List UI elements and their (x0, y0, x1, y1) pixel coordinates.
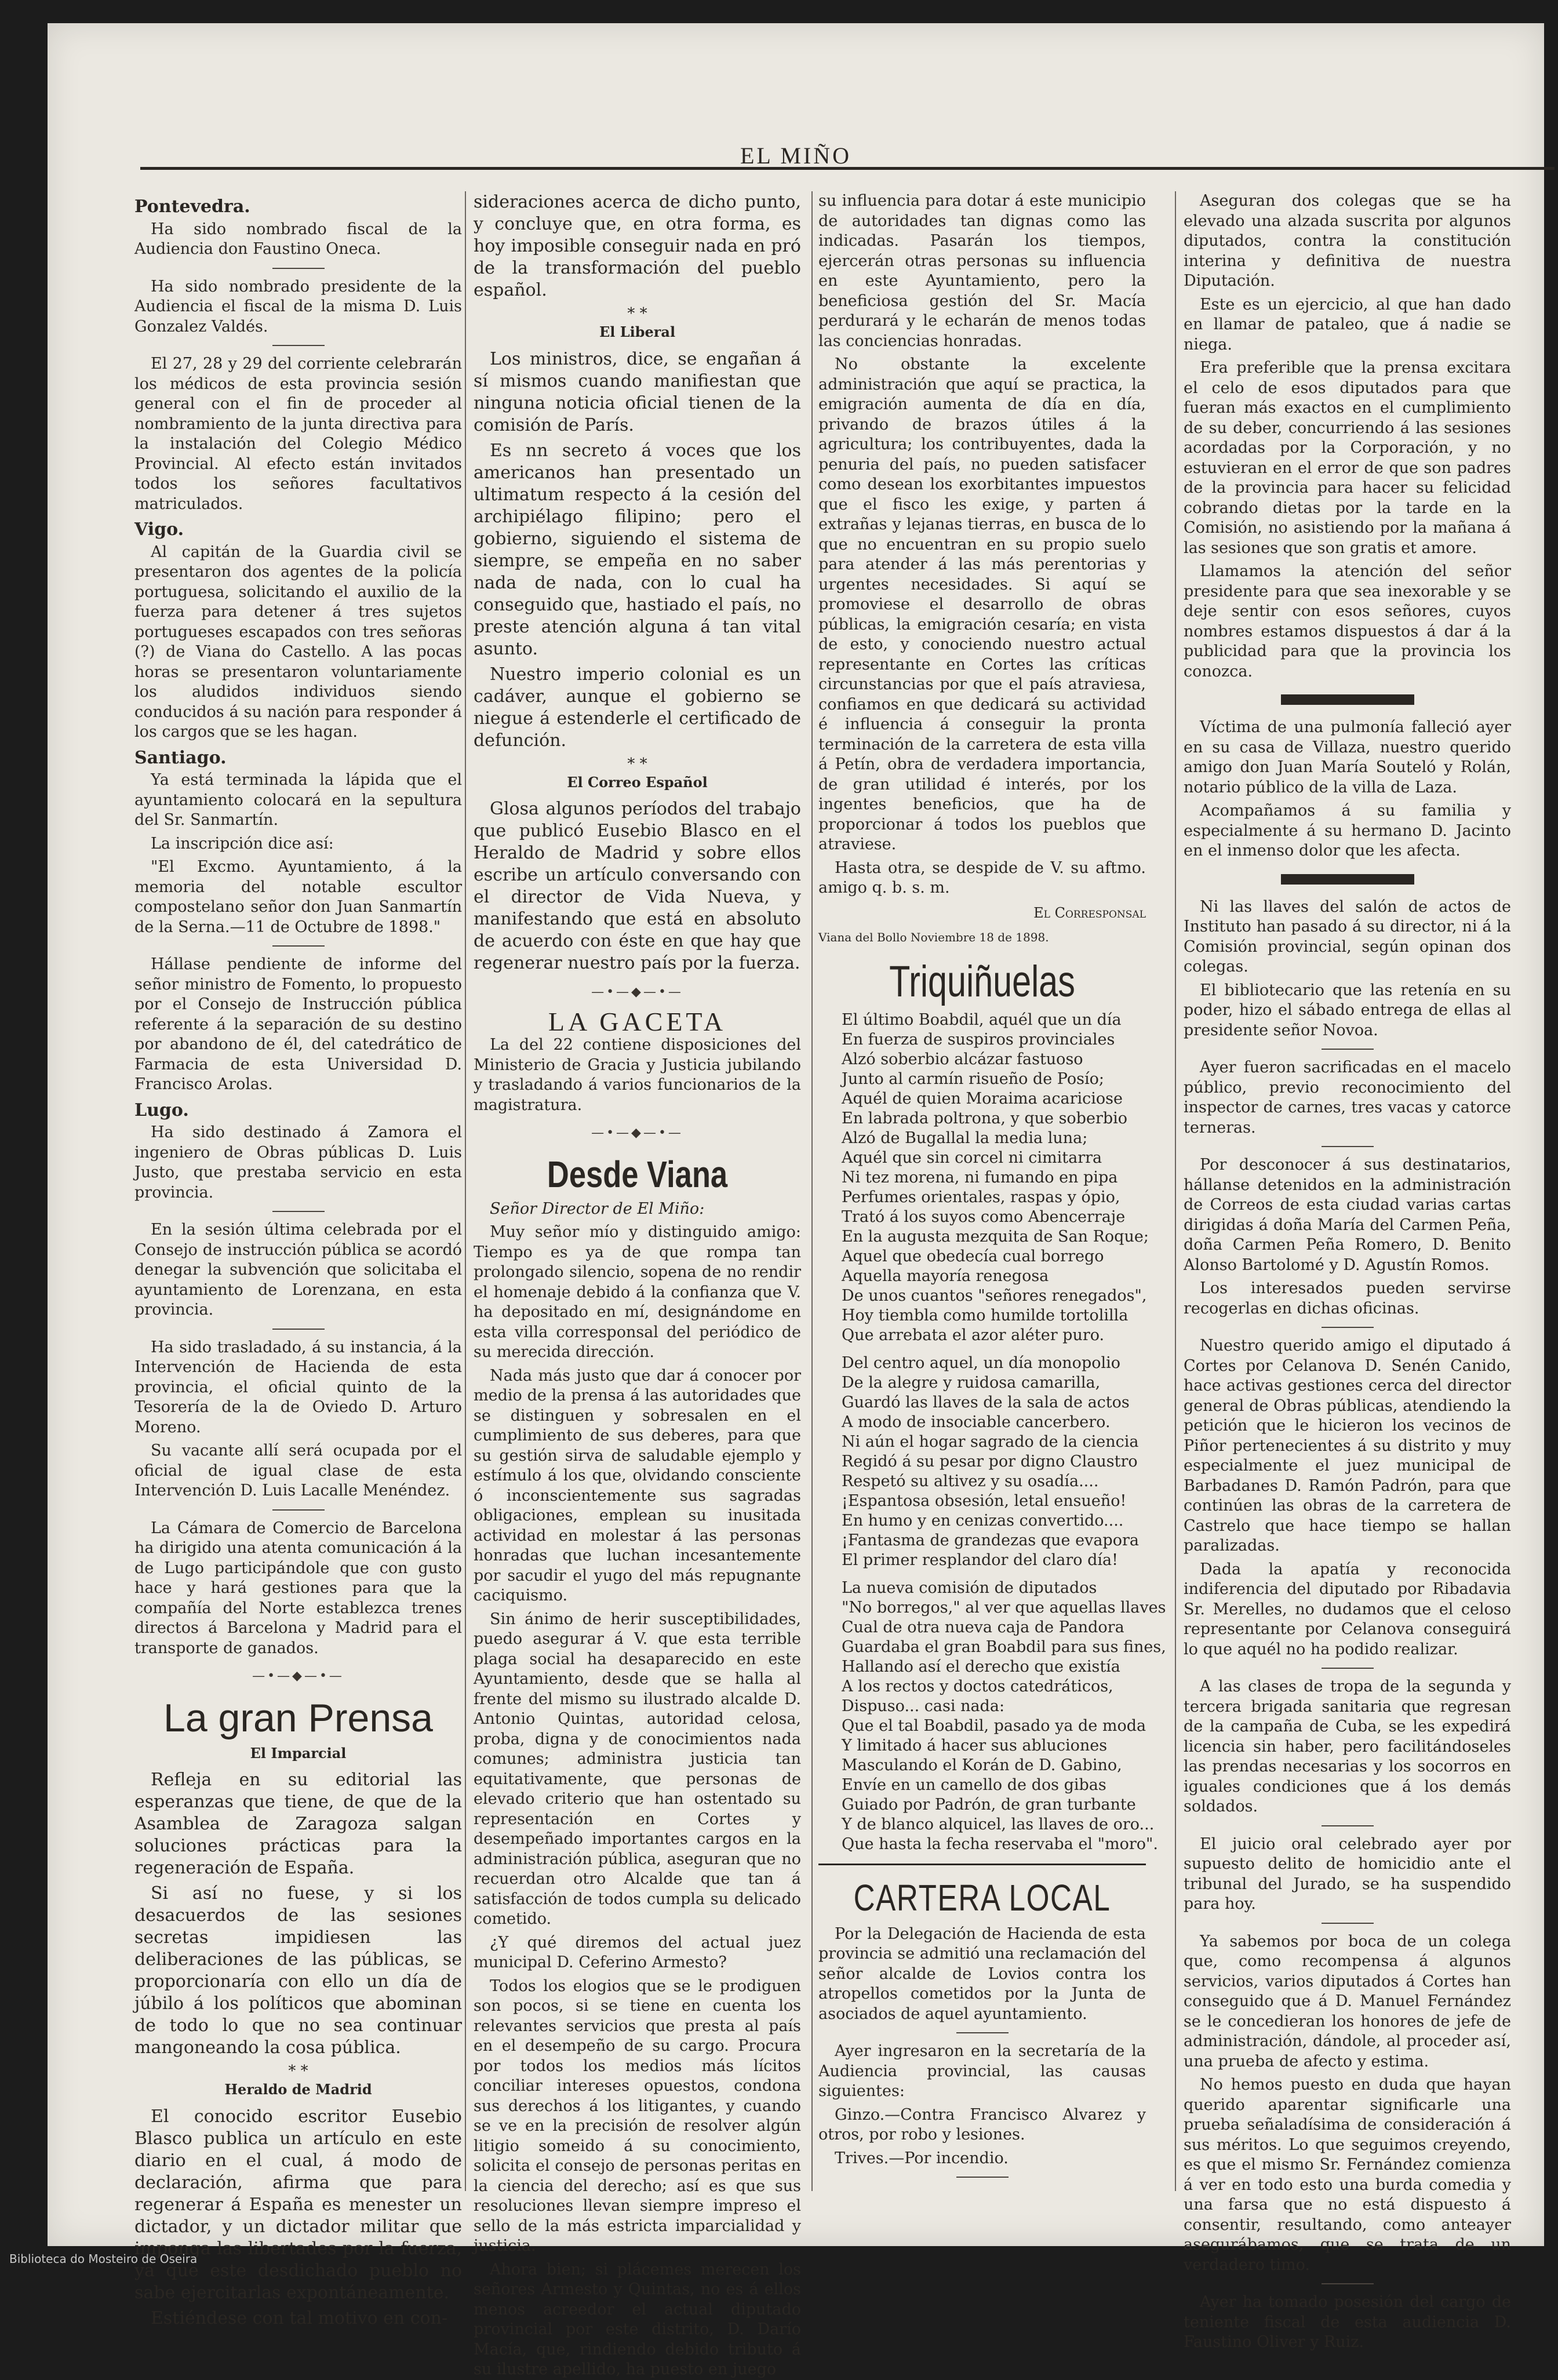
verse-line: Que hasta la fecha reservaba el "moro". (842, 1835, 1159, 1853)
section-heading: Vigo. (134, 519, 184, 540)
verse-stanza (818, 1578, 1166, 1854)
verse-stanza (818, 1010, 1149, 1345)
news-paragraph: El 27, 28 y 29 del corriente celebrarán los médicos de esta provincia sesión general con el fin de proceder al nombramiento de la junta directiva para la instalación del Colegio Médico Provincial. Al efecto están invitados todos los señores facultativos matriculados. (134, 355, 462, 513)
masthead: EL MIÑO (740, 143, 852, 169)
verse-line: ¡Fantasma de grandezas que evapora (842, 1531, 1139, 1549)
verse-line: ¡Espantosa obsesión, letal ensueño! (842, 1491, 1127, 1510)
separator (272, 1329, 325, 1330)
verse-line: A modo de insociable cancerbero. (842, 1413, 1111, 1431)
verse-line: Del centro aquel, un día monopolio (842, 1353, 1121, 1372)
section-heading: Santiago. (134, 747, 227, 768)
verse-line: La nueva comisión de diputados (842, 1578, 1097, 1597)
separator (1322, 2283, 1374, 2284)
verse-line: Guiado por Padrón, de gran turbante (842, 1795, 1136, 1814)
verse-line: Ni aún el hogar sagrado de la ciencia (842, 1432, 1139, 1451)
verse-line: De la alegre y ruidosa camarilla, (842, 1373, 1101, 1392)
ornament-divider: —•—◆—•— (591, 985, 683, 999)
news-paragraph: Ha sido trasladado, á su instancia, á la Intervención de Hacienda de esta provincia, el oficial quinto de la Tesorería de la de Oviedo D. Arturo Moreno. (134, 1338, 462, 1436)
section-heading: Pontevedra. (134, 196, 250, 217)
article-title: LA GACETA (548, 1006, 727, 1036)
news-paragraph: Si así no fuese, y si los desacuerdos de las sesiones secretas impidiesen las deliberaciones de las públicas, se proporcionaría con ello un día de júbilo á los políticos que abominan de todo lo que no sea continuar mangoneando la cosa pública. (134, 1883, 462, 2058)
news-paragraph: Los ministros, dice, se engañan á sí mismos cuando manifiestan que ninguna noticia oficial tienen de la comisión de París. (474, 348, 801, 435)
mourning-bar (1281, 694, 1414, 705)
separator (1322, 1923, 1374, 1924)
article-title: La gran Prensa (163, 1695, 433, 1740)
news-paragraph: Los interesados pueden servirse recogerlas en dichas oficinas. (1184, 1279, 1511, 1318)
subsection-title: El Correo Español (567, 773, 708, 791)
news-paragraph: Ayer ingresaron en la secretaría de la Audiencia provincial, las causas siguientes: (818, 2042, 1146, 2100)
news-paragraph: La del 22 contiene disposiciones del Ministerio de Gracia y Justicia jubilando y trasladando á varios funcionarios de la magistratura. (474, 1036, 801, 1114)
verse-line: En labrada poltrona, y que soberbio (842, 1109, 1128, 1127)
verse-line: Y de blanco alquicel, las llaves de oro... (842, 1815, 1155, 1833)
verse-line: Aquel que obedecía cual borrego (842, 1247, 1104, 1265)
subsection-title: Heraldo de Madrid (224, 2081, 372, 2098)
news-paragraph: A las clases de tropa de la segunda y tercera brigada sanitaria que regresan de la campaña de Cuba, se les expedirá licencia sin haber, pero facilitándoseles las prendas necesarias y los socorros en iguales condiciones que á los demás soldados. (1184, 1677, 1511, 1815)
verse-line: Dispuso... casi nada: (842, 1697, 1005, 1715)
verse-line: Regidó á su pesar por digno Claustro (842, 1452, 1138, 1471)
news-paragraph: Sin ánimo de herir susceptibilidades, puedo asegurar á V. que esta terrible plaga social ha desaparecido en este Ayuntamiento, desde que se halla al frente del mismo su ilustrado alcalde D. Antonio Quintas, autoridad celosa, proba, digna y de conocimientos nada comunes; administra justicia tan equitativamente, que personas de elevado criterio que han ostentado su representación en Cortes y desempeñado importantes cargos en la administración pública, aseguran que no recuerdan otro Alcalde que tan á satisfacción de todos cumpla su delicado cometido. (474, 1610, 801, 1928)
column-4 (1184, 191, 1511, 2351)
verse-line: "No borregos," al ver que aquellas llaves (842, 1598, 1166, 1617)
verse-line: Envíe en un camello de dos gibas (842, 1775, 1106, 1794)
separator (1322, 1049, 1374, 1050)
news-paragraph: "El Excmo. Ayuntamiento, á la memoria del notable escultor compostelano señor don Juan Sanmartín de la Serna.—11 de Octubre de 1898." (134, 858, 462, 936)
subsection-title: El Imparcial (250, 1744, 347, 1762)
news-paragraph: Ahora bien; si plácemes merecen los señores Armesto y Quintas, no es á ellos menos acreedor el actual diputado provincial por este distrito, D. Darío Macía, que, rindiendo debido tributo á su ilustre apellido, ha puesto en juego (474, 2260, 801, 2378)
column-rule (1175, 191, 1176, 2191)
news-paragraph: Llamamos la atención del señor presidente para que sea inexorable y se deje sentir con esos señores, cuyos nombres estamos dispuestos á dar á la publicidad para que la provincia los conozca. (1184, 562, 1511, 680)
news-paragraph: Ha sido nombrado fiscal de la Audiencia don Faustino Oneca. (134, 220, 462, 258)
column-1 (134, 191, 462, 2328)
verse-line: En la augusta mezquita de San Roque; (842, 1227, 1149, 1246)
verse-line: Guardó las llaves de la sala de actos (842, 1393, 1130, 1411)
news-paragraph: Ya sabemos por boca de un colega que, como recompensa á algunos servicios, varios diputados á Cortes han conseguido que á D. Manuel Fernández se le concedieran los honores de jefe de administración, dándole, al proceder así, una prueba de afecto y estima. (1184, 1932, 1511, 2070)
article-title: Desde Viana (547, 1153, 728, 1195)
news-paragraph: En la sesión última celebrada por el Consejo de instrucción pública se acordó denegar la subvención que solicitaba el ayuntamiento de Lorenzana, en esta provincia. (134, 1221, 462, 1319)
signature: El Corresponsal (1033, 904, 1146, 921)
news-paragraph: Acompañamos á su familia y especialmente á su hermano D. Jacinto en el inmenso dolor que les afecta. (1184, 802, 1511, 860)
news-paragraph: El bibliotecario que las retenía en su poder, hizo el sábado entrega de ellas al presidente señor Novoa. (1184, 981, 1511, 1039)
news-paragraph: Aseguran dos colegas que se ha elevado una alzada suscrita por algunos diputados, contra la constitución interina y definitiva de nuestra Diputación. (1184, 192, 1511, 290)
section-heading: Lugo. (134, 1100, 189, 1120)
news-paragraph: Hasta otra, se despide de V. su aftmo. amigo q. b. s. m. (818, 858, 1146, 897)
subsection-title: El Liberal (599, 323, 676, 340)
separator (272, 1509, 325, 1511)
verse-line: Trató á los suyos como Abencerraje (842, 1207, 1126, 1226)
archive-watermark: Biblioteca do Mosteiro de Oseira (9, 2252, 198, 2266)
news-paragraph: Al capitán de la Guardia civil se presentaron dos agentes de la policía portuguesa, solicitando el auxilio de la fuerza para detener á tres sujetos portugueses escapados con tres señoras (?) de Viana do Castello. A las pocas horas se presentaron voluntariamente los aludidos individuos siendo conducidos á su nación para responder á los cargos que se les hagan. (134, 543, 462, 741)
verse-line: Que arrebata el azor aléter puro. (842, 1326, 1105, 1344)
verse-line: A los rectos y doctos catedráticos, (842, 1677, 1113, 1695)
news-paragraph: Este es un ejercicio, al que han dado en llamar de pataleo, que á nadie se niega. (1184, 295, 1511, 354)
news-paragraph: Estiéndese con tal motivo en con- (151, 2308, 448, 2328)
separator (272, 268, 325, 269)
news-paragraph: Su vacante allí será ocupada por el oficial de igual clase de esta Intervención D. Luis Lacalle Menéndez. (134, 1442, 462, 1500)
news-paragraph: Por desconocer á sus destinatarios, hállanse detenidos en la administración de Correos de esta ciudad varias cartas dirigidas á doña María del Carmen Peña, doña Carmen Peña Romero, D. Benito Alonso Bartolomé y D. Agustín Romos. (1184, 1156, 1511, 1274)
separator (272, 945, 325, 947)
stars-divider: * * (288, 2062, 308, 2080)
verse-line: Alzó soberbio alcázar fastuoso (842, 1050, 1083, 1068)
news-paragraph: Muy señor mío y distinguido amigo: Tiempo es ya de que rompa tan prolongado silencio, sopena de no rendir el homenaje debido á la confianza que V. ha depositado en mí, designándome en esta villa corresponsal del periódico de su merecida dirección. (474, 1223, 801, 1361)
news-paragraph: Hállase pendiente de informe del señor ministro de Fomento, lo propuesto por el Consejo de Instrucción pública referente á la separación de su destino por abandono de él, del catedrático de Farmacia de esta Universidad D. Francisco Arolas. (134, 955, 462, 1093)
verse-line: Aquél que sin corcel ni cimitarra (842, 1148, 1102, 1167)
news-paragraph: La inscripción dice así: (151, 834, 334, 853)
news-paragraph: La Cámara de Comercio de Barcelona ha dirigido una atenta comunicación á la de Lugo participándole que con gusto hace y hará gestiones para que la compañía del Norte establezca trenes directos á Barcelona y Madrid para el transporte de ganados. (134, 1519, 462, 1657)
separator (1322, 1327, 1374, 1328)
article-title: Triquiñuelas (889, 956, 1075, 1006)
salutation: Señor Director de El Miño: (490, 1199, 705, 1218)
stars-divider: * * (627, 755, 647, 773)
verse-line: Y limitado á hacer sus abluciones (842, 1736, 1108, 1755)
column-3 (818, 191, 1166, 2185)
news-paragraph: ¿Y qué diremos del actual juez municipal D. Ceferino Armesto? (474, 1933, 801, 1971)
verse-line: Perfumes orientales, raspas y ópio, (842, 1188, 1120, 1206)
verse-line: De unos cuantos "señores renegados", (842, 1286, 1147, 1305)
news-paragraph: Nuestro imperio colonial es un cadáver, aunque el gobierno se niegue á estenderle el certificado de defunción. (474, 664, 801, 751)
news-paragraph: Era preferible que la prensa excitara el celo de esos diputados para que fueran más exactos en el cumplimiento de su deber, concurriendo á las sesiones acordadas por la Corporación, y no estuvieran en el error de que son padres de la provincia para hacer su felicidad cobrando dietas por la tarde en la Comisión, no asistiendo por la mañana á las sesiones que son gratis et amore. (1184, 359, 1511, 557)
news-paragraph: sideraciones acerca de dicho punto, y concluye que, en otra forma, es hoy imposible conseguir nada en pró de la transformación del pueblo español. (474, 192, 801, 300)
news-paragraph: Ha sido destinado á Zamora el ingeniero de Obras públicas D. Luis Justo, que prestaba servicio en esta provincia. (134, 1123, 462, 1202)
ornament-divider: —•—◆—•— (591, 1126, 683, 1140)
verse-line: En fuerza de suspiros provinciales (842, 1030, 1115, 1049)
verse-line: En humo y en cenizas convertido.... (842, 1511, 1124, 1530)
news-paragraph: Es nn secreto á voces que los americanos han presentado un ultimatum respecto á la cesión del archipiélago filipino; pero el gobierno, siguiendo el sistema de siempre, se empeña en no saber nada de nada, con lo cual ha conseguido que, hastiado el país, no preste atención alguna á tan vital asunto. (474, 440, 801, 659)
verse-line: El último Boabdil, aquél que un día (842, 1010, 1122, 1029)
news-paragraph: Trives.—Por incendio. (835, 2149, 1009, 2167)
news-paragraph: Refleja en su editorial las esperanzas que tiene, de que de la Asamblea de Zaragoza salgan soluciones prácticas para la regeneración de España. (134, 1770, 462, 1878)
ornament-divider: —•—◆—•— (252, 1669, 344, 1683)
separator (272, 1211, 325, 1212)
verse-line: Guardaba el gran Boabdil para sus fines, (842, 1637, 1166, 1656)
news-paragraph: Ayer ha tomado posesión del cargo de teniente fiscal de esta audiencia D. Faustino Oliver y Ruiz. (1184, 2293, 1511, 2351)
news-paragraph: Dada la apatía y reconocida indiferencia del diputado por Ribadavia Sr. Merelles, no dudamos que el celoso representante por Celanova conseguirá lo que aquél no ha podido realizar. (1184, 1560, 1511, 1658)
verse-stanza (818, 1353, 1146, 1570)
verse-line: Alzó de Bugallal la media luna; (842, 1129, 1088, 1147)
verse-line: El primer resplandor del claro día! (842, 1551, 1118, 1569)
verse-line: Respetó su altivez y su osadía.... (842, 1472, 1099, 1490)
separator (1322, 1825, 1374, 1826)
verse-line: Ni tez morena, ni fumando en pipa (842, 1168, 1118, 1187)
news-paragraph: Nuestro querido amigo el diputado á Cortes por Celanova D. Senén Canido, hace activas gestiones cerca del director general de Obras públicas, atendiendo la petición que le hicieron los vecinos de Piñor pertenecientes á su distrito y muy especialmente el juez municipal de Barbadanes D. Ramón Padrón, para que continúen las obras de la carretera de Castrelo que hace tiempo se hallan paralizadas. (1184, 1337, 1511, 1555)
column-2 (474, 191, 801, 2378)
separator (956, 2177, 1009, 2178)
news-paragraph: su influencia para dotar á este municipio de autoridades tan dignas como las indicadas. Pasarán los tiempos, ejercerán otras personas su influencia en este Ayuntamiento, pero la beneficiosa gestión del Sr. Macía perdurará y le echarán de menos todas las conciencias honradas. (818, 192, 1146, 350)
article-title: CARTERA LOCAL (853, 1876, 1111, 1919)
news-paragraph: No obstante la excelente administración que aquí se practica, la emigración aumenta de día en día, privando de brazos útiles á la agricultura; los contribuyentes, dada la penuria del país, no pueden satisfacer como desean los exorbitantes impuestos que el fisco les exige, y parten á extrañas y lejanas tierras, en busca de lo que no encuentran en su propio suelo para atender á las más perentorias y urgentes necesidades. Si aquí se promoviese el desarrollo de obras públicas, la emigración cesaría; en vista de esto, y conociendo nuestro actual representante en Cortes las críticas circunstancias por que el país atraviesa, confiamos en que dedicará su actividad é influencia á conseguir la pronta terminación de la carretera de esta villa á Petín, obra de verdadera importancia, de gran utilidad é interés, por los ingentes beneficios, que ha de proporcionar á todos los pueblos que atraviese. (818, 355, 1146, 853)
separator (956, 2032, 1009, 2033)
news-paragraph: Ni las llaves del salón de actos de Instituto han pasado á su director, ni á la Comisión provincial, según opinan dos colegas. (1184, 897, 1511, 976)
news-paragraph: Ha sido nombrado presidente de la Audiencia el fiscal de la misma D. Luis Gonzalez Valdés. (134, 277, 462, 336)
news-paragraph: Glosa algunos períodos del trabajo que publicó Eusebio Blasco en el Heraldo de Madrid y sobre ellos escribe un artículo conversando con el director de Vida Nueva, y manifestando que está en absoluto de acuerdo con éste en que hay que regenerar nuestro país por la fuerza. (474, 799, 801, 973)
dateline: Viana del Bollo Noviembre 18 de 1898. (818, 930, 1049, 944)
column-rule (811, 191, 813, 2191)
news-paragraph: No hemos puesto en duda que hayan querido aparentar significarle una prueba señaladísima de consideración á sus méritos. Lo que seguimos creyendo, es que el mismo Sr. Fernández comienza á ver en todo esto una burda comedia y una farsa que no está dispuesto á consentir, resultando, como anteayer asegurábamos, que se trata de un verdadero timo. (1184, 2076, 1511, 2274)
news-paragraph: Todos los elogios que se le prodiguen son pocos, si se tiene en cuenta los relevantes servicios que presta al país en el desempeño de su cargo. Procura por todos los medios más lícitos conciliar intereses opuestos, condona sus derechos á los litigantes, y cuando se ve en la precisión de resolver algún litigio someido á su conocimiento, solicita el consejo de personas peritas en la ciencia del derecho; así es que sus resoluciones llevan siempre impreso el sello de la más estricta imparcialidad y justicia. (474, 1977, 801, 2255)
separator (1322, 1668, 1374, 1669)
verse-line: Que el tal Boabdil, pasado ya de moda (842, 1716, 1146, 1735)
separator (1322, 1146, 1374, 1147)
news-paragraph: El conocido escritor Eusebio Blasco publica un artículo en este diario en el cual, á modo de declaración, afirma que para regenerar á España es menester un dictador, y un dictador militar que imponga las libertades por la fuerza, ya que este desdichado pueblo no sabe ejercitarlas expontáneamente. (134, 2106, 462, 2303)
mourning-bar (1281, 874, 1414, 885)
verse-line: Aquél de quien Moraima acariciose (842, 1089, 1123, 1108)
verse-line: Hoy tiembla como humilde tortolilla (842, 1306, 1129, 1324)
verse-line: Aquella mayoría renegosa (842, 1267, 1049, 1285)
news-paragraph: Por la Delegación de Hacienda de esta provincia se admitió una reclamación del señor alcalde de Lovios contra los atropellos cometidos por la Junta de asociados de aquel ayuntamiento. (818, 1924, 1146, 2023)
news-paragraph: El juicio oral celebrado ayer por supuesto delito de homicidio ante el tribunal del Jurado, se ha suspendido para hoy. (1184, 1835, 1511, 1913)
news-paragraph: Ayer fueron sacrificadas en el macelo público, previo reconocimiento del inspector de carnes, tres vacas y catorce terneras. (1184, 1058, 1511, 1137)
verse-line: Hallando así el derecho que existía (842, 1657, 1120, 1676)
separator (272, 345, 325, 346)
verse-line: Cual de otra nueva caja de Pandora (842, 1618, 1124, 1636)
news-paragraph: Ginzo.—Contra Francisco Alvarez y otros, por robo y lesiones. (818, 2105, 1146, 2144)
verse-line: Junto al carmín risueño de Posío; (842, 1069, 1104, 1088)
verse-line: Masculando el Korán de D. Gabino, (842, 1756, 1122, 1774)
header-rule (140, 167, 1555, 170)
column-rule (465, 191, 466, 2191)
news-paragraph: Nada más justo que dar á conocer por medio de la prensa á las autoridades que se distinguen y sobresalen en el cumplimiento de sus deberes, para que su gestión sirva de saludable ejemplo y estímulo á los que, olvidando consciente ó inconscientemente sus sagradas obligaciones, emplean su inusitada actividad en molestar á las personas honradas que luchan incesantemente por sacudir el yugo del más repugnante caciquismo. (474, 1366, 801, 1604)
news-paragraph: Ya está terminada la lápida que el ayuntamiento colocará en la sepultura del Sr. Sanmartín. (134, 771, 462, 829)
news-paragraph: Víctima de una pulmonía falleció ayer en su casa de Villaza, nuestro querido amigo don Juan María Souteló y Rolán, notario público de la villa de Laza. (1184, 718, 1511, 796)
stars-divider: * * (627, 305, 647, 322)
